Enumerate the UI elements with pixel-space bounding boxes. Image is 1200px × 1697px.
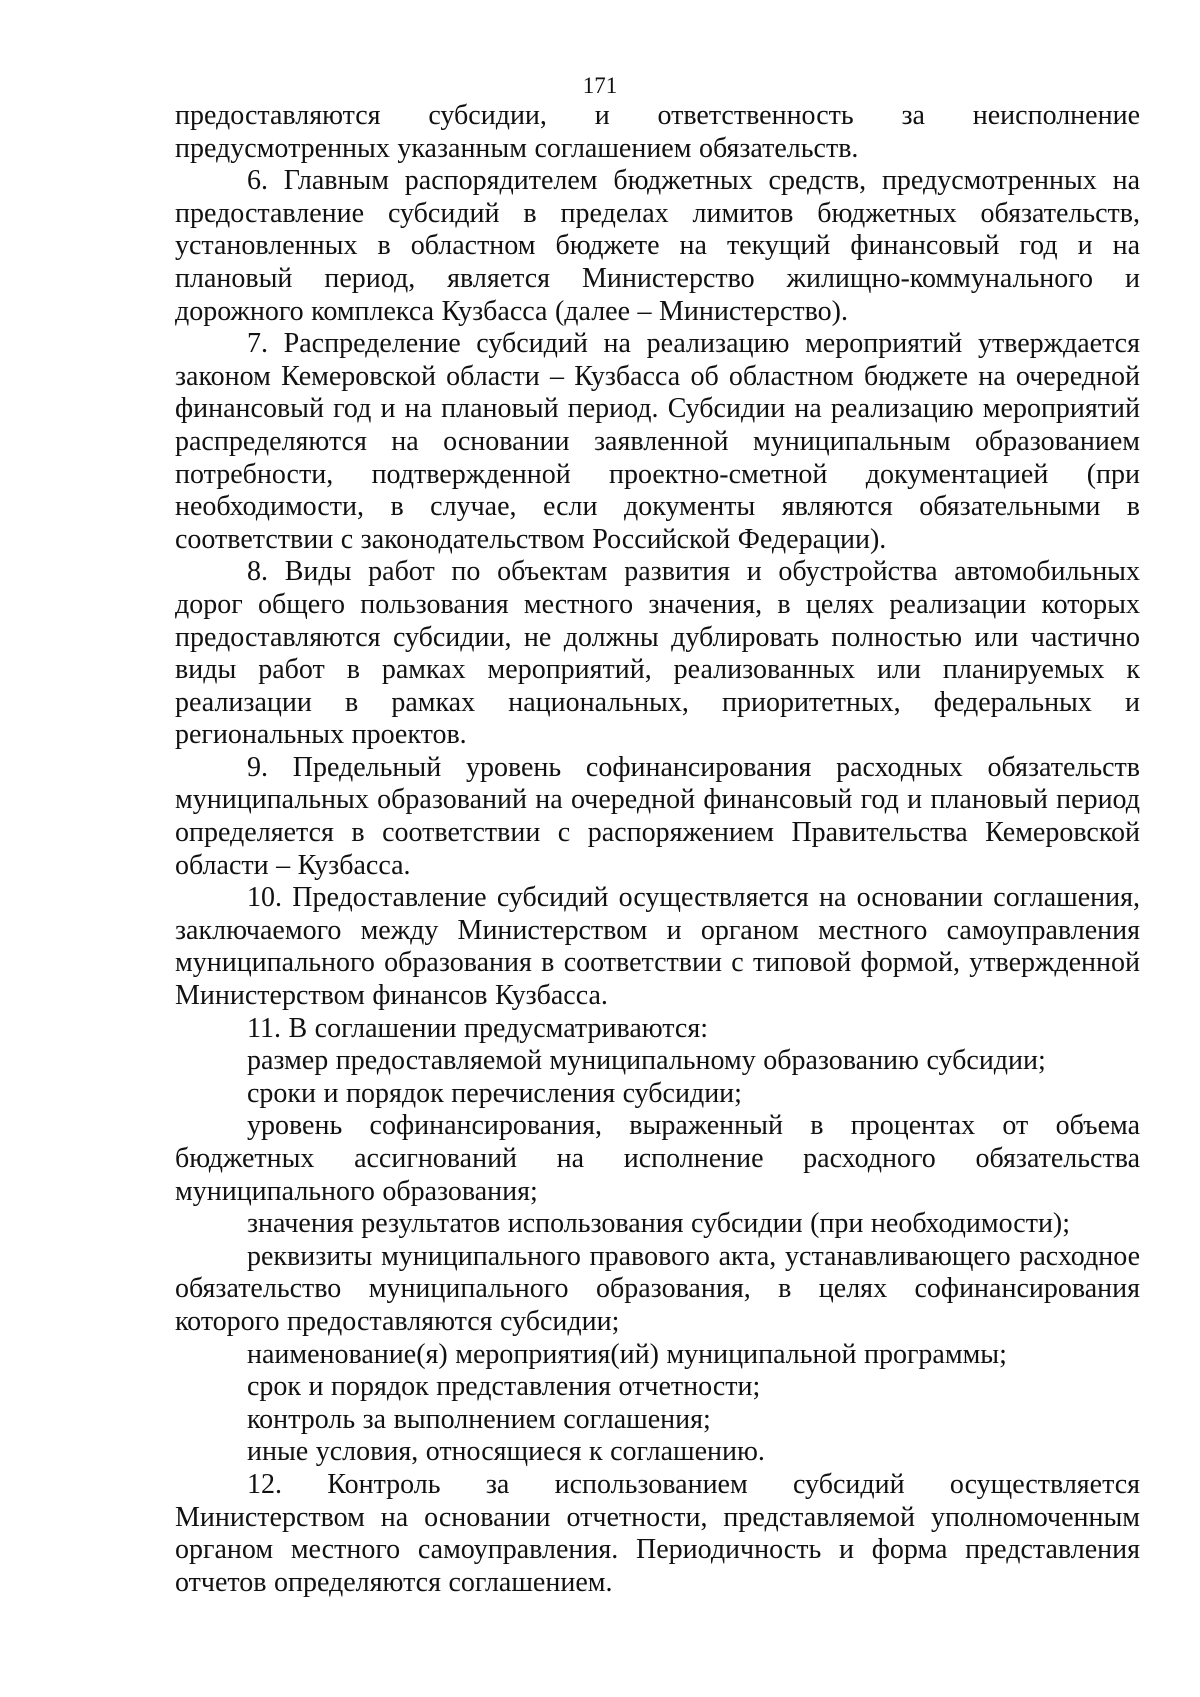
paragraph-8: 8. Виды работ по объектам развития и обустройства автомобильных дорог общего пользования местного значения, в целях реализации которых предоставляются субсидии, не должны дублировать полностью или частично виды работ в рамках мероприятий, реализованных или планируемых к реализации в рамках национальных, приоритетных, федеральных и региональных проектов. [175,556,1140,751]
agreement-item-program-activities: наименование(я) мероприятия(ий) муниципальной программы; [247,1338,1007,1370]
agreement-item-transfer-terms: сроки и порядок перечисления субсидии; [247,1077,742,1109]
agreement-item-reporting: срок и порядок представления отчетности; [247,1371,761,1403]
paragraph-12: 12. Контроль за использованием субсидий осуществляется Министерством на основании отчетности, представляемой уполномоченным органом местного самоуправления. Периодичность и форма представления отчетов определяются соглашением. [175,1468,1140,1598]
paragraph-9: 9. Предельный уровень софинансирования расходных обязательств муниципальных образований на очередной финансовый год и плановый период определяется в соответствии с распоряжением Правительства Кемеровской области – Кузбасса. [175,751,1140,881]
paragraph-7: 7. Распределение субсидий на реализацию мероприятий утверждается законом Кемеровской области – Кузбасса об областном бюджете на очередной финансовый год и на плановый период. Субсидии на реализацию мероприятий распределяются на основании заявленной муниципальным образованием потребности, подтвержденной проектно-сметной документацией (при необходимости, в случае, если документы являются обязательными в соответствии с законодательством Российской Федерации). [175,328,1140,555]
page-number: 171 [582,73,618,98]
agreement-item-subsidy-size: размер предоставляемой муниципальному образованию субсидии; [247,1045,1046,1077]
agreement-item-control: контроль за выполнением соглашения; [247,1403,711,1435]
agreement-item-result-values: значения результатов использования субсидии (при необходимости); [247,1208,1071,1240]
paragraph-6: 6. Главным распорядителем бюджетных средств, предусмотренных на предоставление субсидий в пределах лимитов бюджетных обязательств, установленных в областном бюджете на текущий финансовый год и на плановый период, является Министерство жилищно-коммунального и дорожного комплекса Кузбасса (далее – Министерство). [175,165,1140,327]
agreement-item-cofinancing-level: уровень софинансирования, выраженный в процентах от объема бюджетных ассигнований на исполнение расходного обязательства муниципального образования; [175,1110,1140,1207]
paragraph-11: 11. В соглашении предусматриваются: [247,1012,708,1044]
document-body [175,100,1140,1599]
paragraph-continuation: предоставляются субсидии, и ответственность за неисполнение предусмотренных указанным соглашением обязательств. [175,100,1140,164]
agreement-item-legal-act-details: реквизиты муниципального правового акта, устанавливающего расходное обязательство муниципального образования, в целях софинансирования которого предоставляются субсидии; [175,1240,1140,1337]
agreement-item-other-conditions: иные условия, относящиеся к соглашению. [247,1436,765,1468]
paragraph-10: 10. Предоставление субсидий осуществляется на основании соглашения, заключаемого между Министерством и органом местного самоуправления муниципального образования в соответствии с типовой формой, утвержденной Министерством финансов Кузбасса. [175,882,1140,1012]
